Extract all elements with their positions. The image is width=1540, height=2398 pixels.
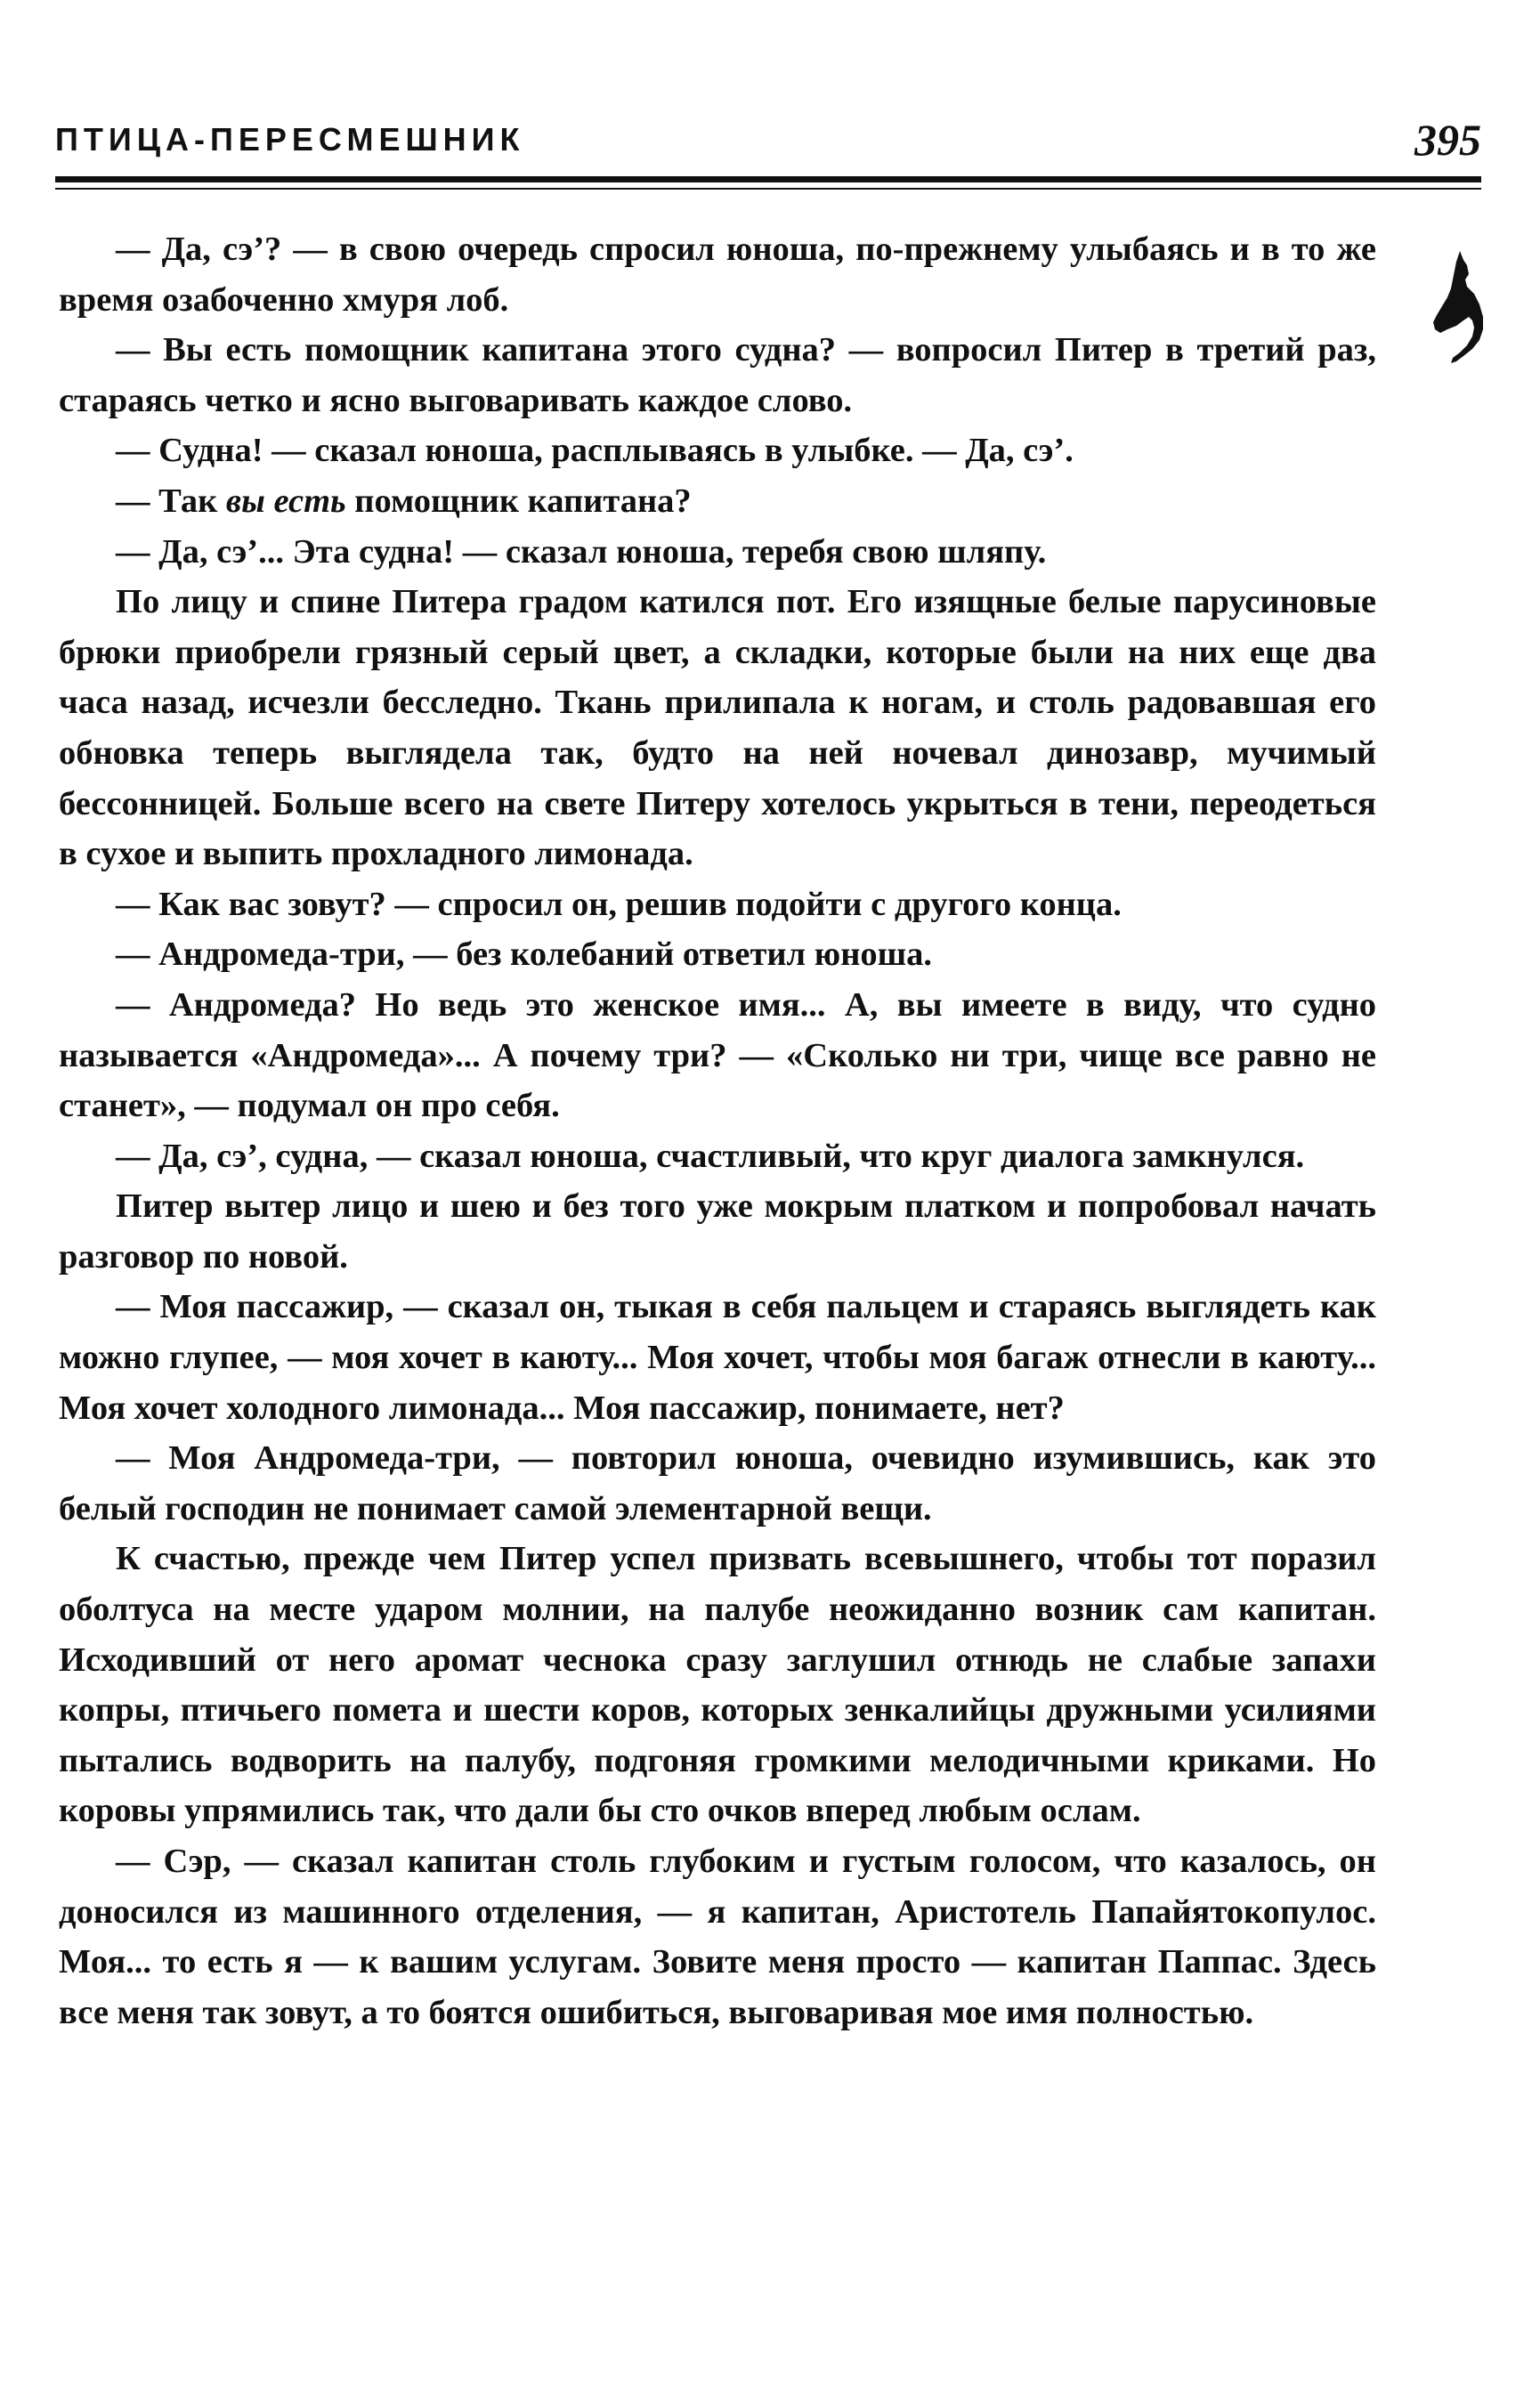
paragraph-text: помощник капитана? (345, 482, 692, 520)
paragraph: К счастью, прежде чем Питер успел призвать всевышнего, чтобы тот поразил оболтуса на месте ударом молнии, на палубе неожиданно возник сам капитан. Исходивший от него аромат чеснока сразу заглушил отнюдь не слабые запахи копры, птичьего помета и шести коров, которых зенкалийцы дружными усилиями пытались водворить на палубу, подгоняя громкими мелодичными криками. Но коровы упрямились так, что дали бы сто очков вперед любым ослам. (59, 1540, 1376, 1830)
paragraph: — Андромеда-три, — без колебаний ответил юноша. (116, 936, 933, 974)
paragraph: — Да, сэ’? — в свою очередь спросил юноша, по-прежнему улыбаясь и в то же время озабоченно хмуря лоб. (59, 231, 1376, 319)
body-text (59, 224, 1376, 2037)
emphasized-text: вы есть (225, 482, 346, 520)
paragraph: По лицу и спине Питера градом катился пот. Его изящные белые парусиновые брюки приобрели грязный серый цвет, а складки, которые были на них еще два часа назад, исчезли бесследно. Ткань прилипала к ногам, и столь радовавшая его обновка теперь выглядела так, будто на ней ночевал динозавр, мучимый бессонницей. Больше всего на свете Питеру хотелось укрыться в тени, переодеться в сухое и выпить прохладного лимонада. (59, 583, 1376, 873)
paragraph: — Да, сэ’, судна, — сказал юноша, счастливый, что круг диалога замкнулся. (116, 1137, 1305, 1175)
paragraph: — Андромеда? Но ведь это женское имя... А, вы имеете в виду, что судно называется «Андромеда»... А почему три? — «Сколько ни три, чище все равно не станет», — подумал он про себя. (59, 985, 1376, 1125)
paragraph: — Как вас зовут? — спросил он, решив подойти с другого конца. (116, 885, 1122, 923)
header-rule-thin (55, 188, 1481, 190)
paragraph: — Судна! — сказал юноша, расплываясь в улыбке. — Да, сэ’. (116, 432, 1074, 470)
header-rule-thick (55, 176, 1481, 182)
paragraph: — Да, сэ’... Эта судна! — сказал юноша, теребя свою шляпу. (116, 532, 1047, 571)
page-number: 395 (1414, 115, 1481, 165)
running-head (55, 114, 1481, 167)
paragraph-text: — Так (116, 482, 226, 520)
paragraph: — Моя Андромеда-три, — повторил юноша, очевидно изумившись, как это белый господин не понимает самой элементарной вещи. (59, 1439, 1376, 1527)
paragraph: Питер вытер лицо и шею и без того уже мокрым платком и попробовал начать разговор по новой. (59, 1187, 1376, 1276)
howling-wolf-icon (1421, 247, 1492, 372)
paragraph: — Сэр, — сказал капитан столь глубоким и густым голосом, что казалось, он доносился из машинного отделения, — я капитан, Аристотель Папайятокопулос. Моя... то есть я — к вашим услугам. Зовите меня просто — капитан Паппас. Здесь все меня так зовут, а то боятся ошибиться, выговаривая мое имя полностью. (59, 1843, 1376, 2031)
paragraph: — Вы есть помощник капитана этого судна? — вопросил Питер в третий раз, стараясь четко и ясно выговаривать каждое слово. (59, 331, 1376, 419)
paragraph-with-emphasis (59, 476, 1376, 527)
paragraph: — Моя пассажир, — сказал он, тыкая в себя пальцем и стараясь выглядеть как можно глупее, — моя хочет в каюту... Моя хочет, чтобы моя багаж отнесли в каюту... Моя хочет холодного лимонада... Моя пассажир, понимаете, нет? (59, 1288, 1376, 1427)
book-title: ПТИЦА-ПЕРЕСМЕШНИК (55, 121, 525, 158)
